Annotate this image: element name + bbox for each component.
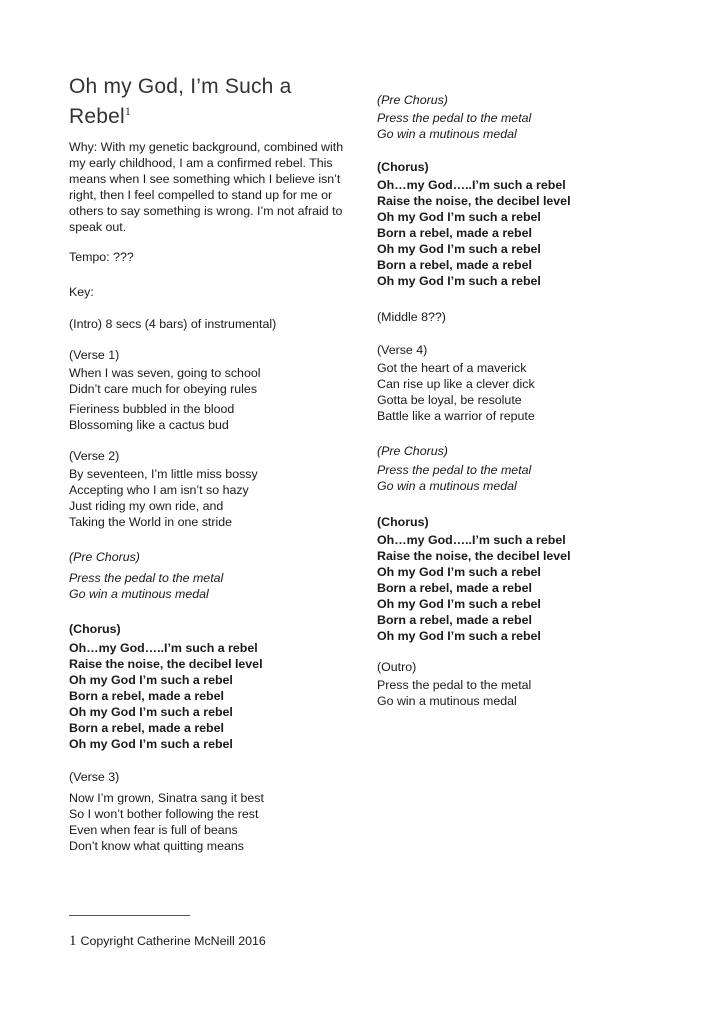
lyric-line: Oh my God I’m such a rebel [377,210,541,224]
lyric-line: Press the pedal to the metal [377,678,532,692]
section-label: (Pre Chorus) [69,550,140,564]
verse-1 [69,347,260,433]
lyric-line: Born a rebel, made a rebel [377,226,532,240]
section-label: (Chorus) [377,160,429,174]
tempo-line: Tempo: ??? [69,250,134,264]
song-title [69,72,359,132]
section-label: (Verse 2) [69,449,120,463]
lyric-line: Don’t know what quitting means [69,839,244,853]
lyric-line: Oh my God I’m such a rebel [377,629,541,643]
lyric-line: Can rise up like a clever dick [377,377,535,391]
lyric-line: Oh…my God…..I’m such a rebel [377,178,566,192]
chorus-3 [377,514,571,644]
lyric-line: Born a rebel, made a rebel [69,721,224,735]
lyric-line: Oh my God I’m such a rebel [69,737,233,751]
verse-4 [377,342,535,424]
lyric-line: Accepting who I am isn’t so hazy [69,483,249,497]
section-label: (Pre Chorus) [377,93,448,107]
footnote [69,933,266,949]
section-label: (Verse 3) [69,770,120,784]
footnote-marker: 1 [69,933,77,949]
why-paragraph: Why: With my genetic background, combined with my early childhood, I am a confirmed rebel. This means when I see something which I believe isn’t right, then I feel compelled to stand up for me or others to say something is wrong. I’m not afraid to speak out. [69,140,344,234]
footnote-text: Copyright Catherine McNeill 2016 [80,934,266,948]
section-label: (Outro) [377,660,417,674]
lyric-line: Press the pedal to the metal [377,463,532,477]
lyric-line: Press the pedal to the metal [377,111,532,125]
section-label: (Pre Chorus) [377,444,448,458]
lyric-line: Gotta be loyal, be resolute [377,393,522,407]
lyric-line: Didn’t care much for obeying rules [69,382,258,396]
verse-2 [69,448,258,530]
section-label: (Chorus) [69,622,121,636]
section-label: (Chorus) [377,515,429,529]
lyric-line: Oh my God I’m such a rebel [377,597,541,611]
section-label: (Verse 4) [377,343,428,357]
lyric-line: Raise the noise, the decibel level [377,549,571,563]
lyric-line: Blossoming like a cactus bud [69,418,229,432]
lyric-line: Go win a mutinous medal [377,694,517,708]
lyric-line: Go win a mutinous medal [69,587,209,601]
key-line: Key: [69,285,94,299]
lyric-line: Raise the noise, the decibel level [377,194,571,208]
lyric-line: Taking the World in one stride [69,515,233,529]
lyric-line: Got the heart of a maverick [377,361,527,375]
title-text: Oh my God, I’m Such a Rebel [69,75,292,128]
footnote-reference: 1 [124,104,132,118]
chorus-1 [69,621,263,752]
lyric-line: When I was seven, going to school [69,366,261,380]
lyric-line: Go win a mutinous medal [377,479,517,493]
section-label: (Verse 1) [69,348,120,362]
lyric-line: Oh my God I’m such a rebel [377,242,541,256]
lyric-line: Battle like a warrior of repute [377,409,535,423]
pre-chorus-3 [377,443,531,494]
lyric-line: Born a rebel, made a rebel [377,581,532,595]
lyric-line: Born a rebel, made a rebel [69,689,224,703]
intro-line: (Intro) 8 secs (4 bars) of instrumental) [69,317,277,331]
lyric-line: Go win a mutinous medal [377,127,517,141]
lyric-line: Even when fear is full of beans [69,823,238,837]
lyric-line: So I won’t bother following the rest [69,807,259,821]
verse-3 [69,769,264,854]
lyric-line: Oh my God I’m such a rebel [377,274,541,288]
lyric-line: Press the pedal to the metal [69,571,224,585]
lyric-line: Oh my God I’m such a rebel [377,565,541,579]
footnote-divider [69,915,190,916]
pre-chorus-2 [377,92,531,142]
lyric-line: Just riding my own ride, and [69,499,224,513]
lyric-line: Oh…my God…..I’m such a rebel [377,533,566,547]
lyric-line: By seventeen, I’m little miss bossy [69,467,258,481]
lyric-line: Oh my God I’m such a rebel [69,705,233,719]
lyric-line: Raise the noise, the decibel level [69,657,263,671]
outro [377,659,531,709]
pre-chorus-1 [69,549,223,602]
chorus-2 [377,159,571,289]
middle-8: (Middle 8??) [377,310,446,324]
lyric-line: Oh my God I’m such a rebel [69,673,233,687]
lyric-line: Now I’m grown, Sinatra sang it best [69,791,264,805]
lyric-line: Fieriness bubbled in the blood [69,402,235,416]
lyric-line: Born a rebel, made a rebel [377,258,532,272]
lyric-line: Born a rebel, made a rebel [377,613,532,627]
lyric-line: Oh…my God…..I’m such a rebel [69,641,258,655]
